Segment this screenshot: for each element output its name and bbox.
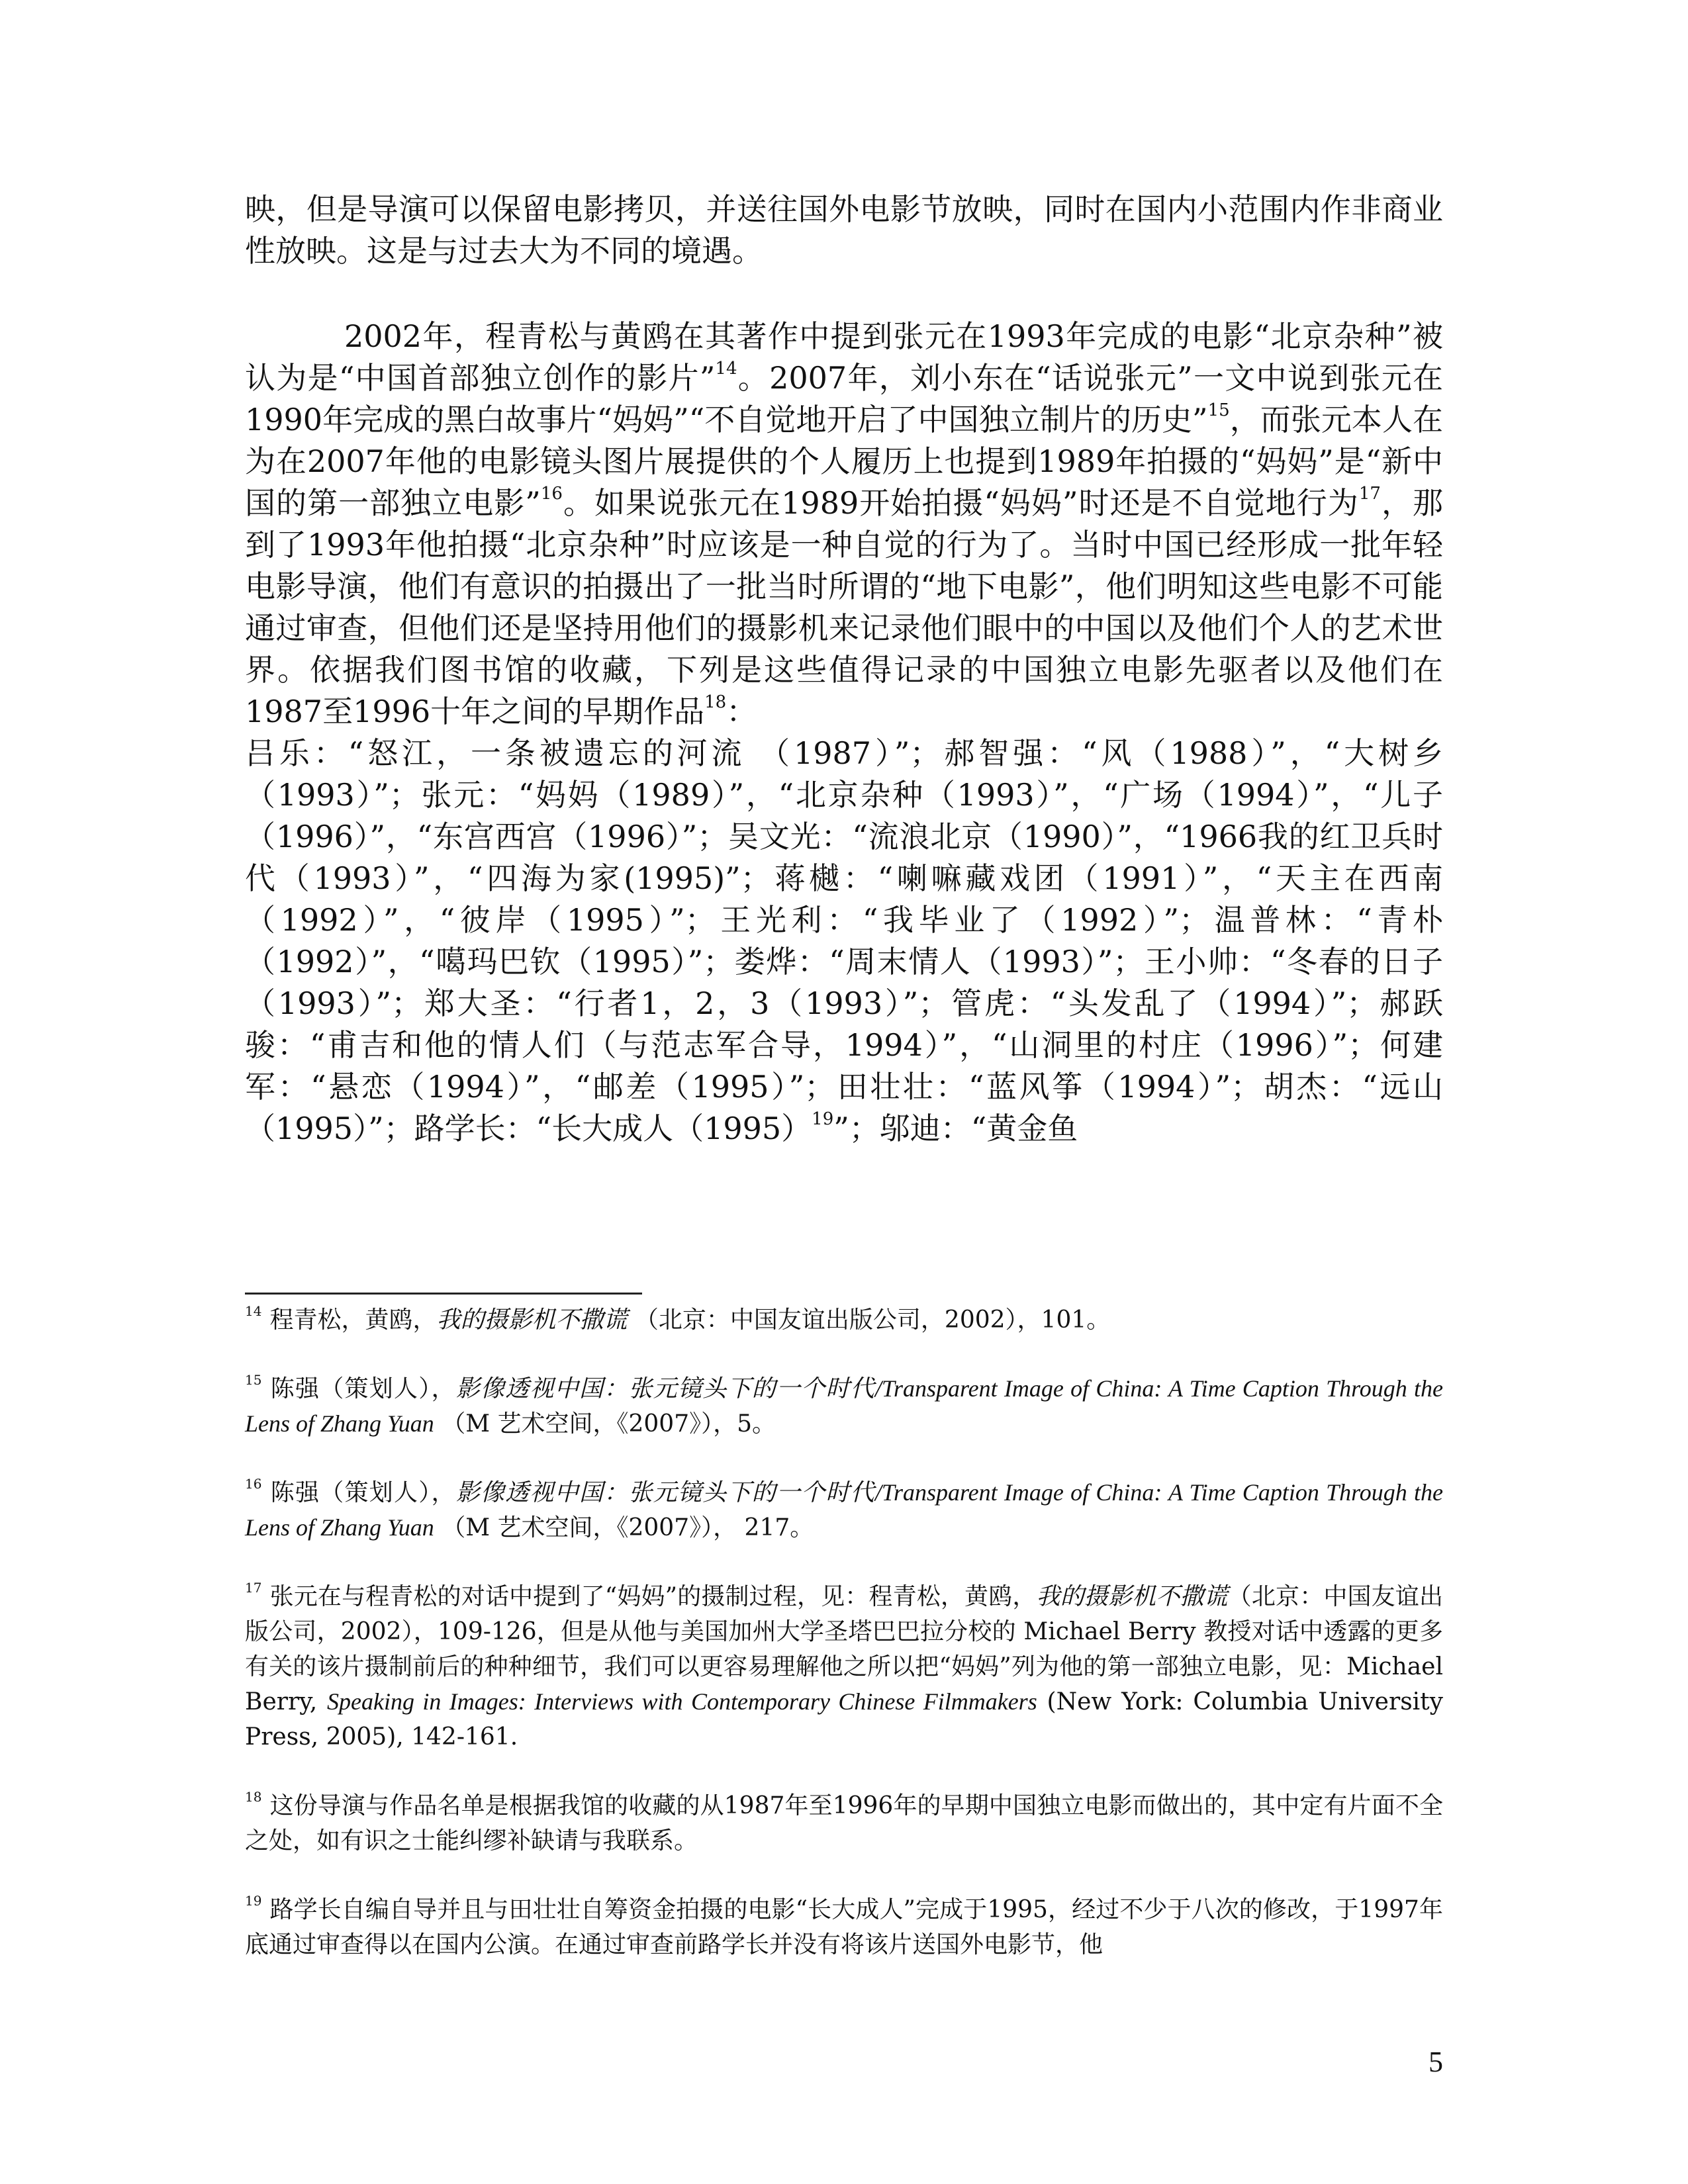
main-text bbox=[245, 189, 1443, 1150]
footnote-text: (New York: Columbia University Press, 2005), 142-161. bbox=[245, 1688, 1443, 1751]
footnote-18 bbox=[245, 1788, 1443, 1858]
footnote-book-title: Speaking in Images: Interviews with Contemporary Chinese Filmmakers bbox=[327, 1688, 1037, 1715]
footnote-separator bbox=[245, 1293, 642, 1295]
footnote-ref-18[interactable]: 18 bbox=[704, 692, 727, 712]
paragraph-2-text: ，而张元本人在为在2007年他的电影镜头图片展提供的个人履历上也提到1989年拍摄的“妈妈”是“新中国的第一部独立电影” bbox=[245, 402, 1444, 521]
footnote-book-title: 影像透视中国：张元镜头下的一个时代/Transparent Image of China: A Time Caption Through the Lens of Zhang Yuan bbox=[245, 1375, 1443, 1437]
footnote-15 bbox=[245, 1371, 1443, 1441]
paragraph-2-text: 2002年，程青松与黄鸥在其著作中提到张元在1993年完成的电影“北京杂种”被认为是“中国首部独立创作的影片” bbox=[245, 318, 1443, 396]
paragraph-2-text: 。2007年，刘小东在“话说张元”一文中说到张元在1990年完成的黑白故事片“妈妈”“不自觉地开启了中国独立制片的历史” bbox=[245, 360, 1443, 437]
footnote-text: 陈强（策划人）， bbox=[269, 1375, 456, 1402]
paragraph-1: 映，但是导演可以保留电影拷贝，并送往国外电影节放映，同时在国内小范围内作非商业性放映。这是与过去大为不同的境遇。 bbox=[245, 191, 1443, 269]
footnote-book-title: 影像透视中国：张元镜头下的一个时代/Transparent Image of China: A Time Caption Through the Lens of Zhang Yuan bbox=[245, 1479, 1443, 1541]
footnote-book-title: 我的摄影机不撒谎 bbox=[436, 1306, 628, 1333]
footnotes bbox=[245, 1302, 1443, 1996]
footnote-ref-19[interactable]: 19 bbox=[812, 1109, 834, 1129]
film-list-text: ”；邬迪：“黄金鱼 bbox=[833, 1111, 1078, 1146]
footnote-ref-15[interactable]: 15 bbox=[1207, 400, 1230, 420]
footnote-number: 19 bbox=[245, 1893, 262, 1909]
footnote-ref-17[interactable]: 17 bbox=[1358, 484, 1381, 504]
paragraph-2 bbox=[245, 316, 1443, 733]
footnote-16 bbox=[245, 1475, 1443, 1545]
footnote-number: 16 bbox=[245, 1476, 262, 1492]
footnote-number: 17 bbox=[245, 1580, 262, 1596]
footnote-book-title: 我的摄影机不撒谎 bbox=[1036, 1583, 1228, 1610]
footnote-number: 15 bbox=[245, 1372, 262, 1388]
footnote-14 bbox=[245, 1302, 1443, 1338]
footnote-text: 路学长自编自导并且与田壮壮自筹资金拍摄的电影“长大成人”完成于1995，经过不少于八次的修改，于1997年底通过审查得以在国内公演。在通过审查前路学长并没有将该片送国外电影节，他 bbox=[245, 1896, 1443, 1958]
paragraph-2-text: 。如果说张元在1989开始拍摄“妈妈”时还是不自觉地行为 bbox=[562, 485, 1359, 521]
footnote-text: 陈强（策划人）， bbox=[269, 1479, 456, 1506]
footnote-text: （北京：中国友谊出版公司，2002），109-126，但是从他与美国加州大学圣塔巴巴拉分校的 Michael Berry 教授对话中透露的更多有关的该片摄制前后的种种细节，我们可以更容易理解他之所以把“妈妈”列为他的第一部独立电影，见：Michael Berry, bbox=[245, 1583, 1443, 1715]
footnote-text: 程青松，黄鸥， bbox=[269, 1306, 437, 1334]
footnote-text: （M 艺术空间，《2007》），5。 bbox=[434, 1410, 776, 1437]
paragraph-2-text: ： bbox=[726, 694, 757, 729]
film-list-paragraph bbox=[245, 733, 1443, 1150]
footnote-ref-14[interactable]: 14 bbox=[715, 359, 737, 379]
footnote-number: 14 bbox=[245, 1303, 262, 1319]
page-number: 5 bbox=[1429, 2046, 1443, 2078]
footnote-19 bbox=[245, 1892, 1443, 1962]
footnote-ref-16[interactable]: 16 bbox=[540, 484, 563, 504]
footnote-text: （北京：中国友谊出版公司，2002），101。 bbox=[627, 1306, 1111, 1334]
paragraph-2-text: ，那到了1993年他拍摄“北京杂种”时应该是一种自觉的行为了。当时中国已经形成一批年轻电影导演，他们有意识的拍摄出了一批当时所谓的“地下电影”，他们明知这些电影不可能通过审查，但他们还是坚持用他们的摄影机来记录他们眼中的中国以及他们个人的艺术世界。依据我们图书馆的收藏，下列是这些值得记录的中国独立电影先驱者以及他们在1987至1996十年之间的早期作品 bbox=[245, 485, 1444, 729]
footnote-number: 18 bbox=[245, 1789, 262, 1805]
footnote-17 bbox=[245, 1579, 1443, 1754]
footnote-text: （M 艺术空间，《2007》）， 217。 bbox=[434, 1514, 814, 1541]
footnote-text: 这份导演与作品名单是根据我馆的收藏的从1987年至1996年的早期中国独立电影而做出的，其中定有片面不全之处，如有识之士能纠缪补缺请与我联系。 bbox=[245, 1792, 1443, 1854]
footnote-text: 张元在与程青松的对话中提到了“妈妈”的摄制过程，见：程青松，黄鸥， bbox=[269, 1583, 1037, 1610]
film-list-text: 吕乐：“怒江，一条被遗忘的河流 （1987）”；郝智强：“风（1988）”，“大树乡（1993）”；张元：“妈妈（1989）”，“北京杂种（1993）”，“广场（1994）”，“儿子（1996）”，“东宫西宫（1996）”；吴文光：“流浪北京（1990）”，“1966我的红卫兵时代（1993）”，“四海为家(1995)”；蒋樾：“喇嘛藏戏团（1991）”，“天主在西南（1992）”，“彼岸（1995）”；王光利：“我毕业了（1992）”；温普林：“青朴（1992）”，“噶玛巴钦（1995）”；娄烨：“周末情人（1993）”；王小帅：“冬春的日子（1993）”；郑大圣：“行者1，2，3（1993）”；管虎：“头发乱了（1994）”；郝跃骏：“甫吉和他的情人们（与范志军合导，1994）”，“山洞里的村庄（1996）”；何建军：“悬恋（1994）”，“邮差（1995）”；田壮壮：“蓝风筝（1994）”；胡杰：“远山（1995）”；路学长：“长大成人（1995） bbox=[245, 735, 1443, 1146]
